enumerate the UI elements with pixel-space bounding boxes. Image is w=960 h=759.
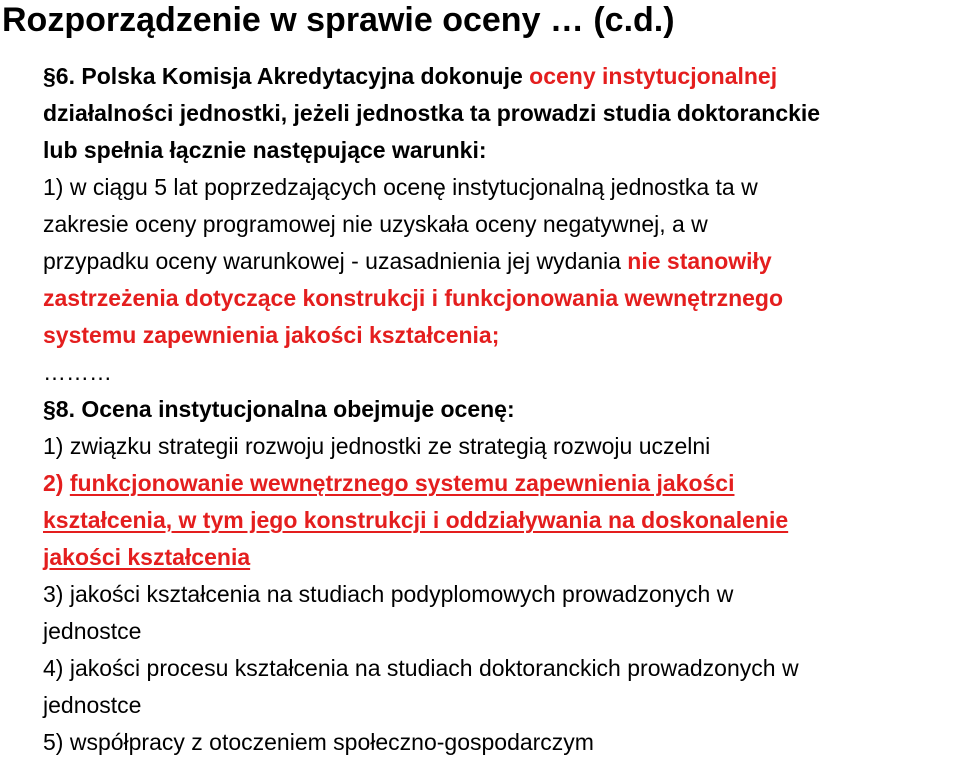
section6-item1-line-2: zakresie oceny programowej nie uzyskała oceny negatywnej, a w — [43, 211, 708, 237]
section6-item1-line-1: 1) w ciągu 5 lat poprzedzających ocenę instytucjonalną jednostka ta w — [43, 174, 758, 200]
section8-heading: §8. Ocena instytucjonalna obejmuje ocenę: — [43, 396, 515, 422]
section8-item2-text-2: kształcenia, w tym jego konstrukcji i oddziaływania na doskonalenie — [43, 507, 789, 533]
section8-item2-line-2 — [43, 502, 958, 539]
section8-item2-text-1: funkcjonowanie wewnętrznego systemu zapewnienia jakości — [69, 470, 735, 496]
slide-title: Rozporządzenie w sprawie oceny … (c.d.) — [2, 1, 675, 39]
section6-item1-text: przypadku oceny warunkowej - uzasadnienia jej wydania — [43, 248, 628, 274]
section8-item3-line-2: jednostce — [43, 618, 142, 644]
section6-line-2: działalności jednostki, jeżeli jednostka ta prowadzi studia doktoranckie — [43, 100, 821, 126]
section6-item1-line-5: systemu zapewnienia jakości kształcenia; — [43, 322, 500, 348]
section6-item1-highlight: nie stanowiły — [627, 248, 772, 274]
section8-item5: 5) współpracy z otoczeniem społeczno-gospodarczym — [43, 729, 594, 755]
section6-intro-text: §6. Polska Komisja Akredytacyjna dokonuje — [43, 63, 530, 89]
section6-item1-line-4: zastrzeżenia dotyczące konstrukcji i funkcjonowania wewnętrznego — [43, 285, 784, 311]
section8-item2-line-3 — [43, 539, 958, 576]
section8-item4-line-2: jednostce — [43, 692, 142, 718]
section8-item1: 1) związku strategii rozwoju jednostki ze strategią rozwoju uczelni — [43, 433, 711, 459]
section8-item2-prefix: 2) — [43, 470, 70, 496]
section6-line-1 — [43, 58, 958, 95]
section8-item3-line-1: 3) jakości kształcenia na studiach podyplomowych prowadzonych w — [43, 581, 734, 607]
section8-item2-line-1 — [43, 465, 958, 502]
slide-content — [43, 58, 958, 759]
section6-line-3: lub spełnia łącznie następujące warunki: — [43, 137, 487, 163]
section8-item4-line-1: 4) jakości procesu kształcenia na studiach doktoranckich prowadzonych w — [43, 655, 799, 681]
ellipsis: ……… — [43, 359, 112, 385]
section8-item2-text-3: jakości kształcenia — [43, 544, 251, 570]
section6-intro-highlight: oceny instytucjonalnej — [529, 63, 778, 89]
section6-item1-line-3 — [43, 243, 958, 280]
